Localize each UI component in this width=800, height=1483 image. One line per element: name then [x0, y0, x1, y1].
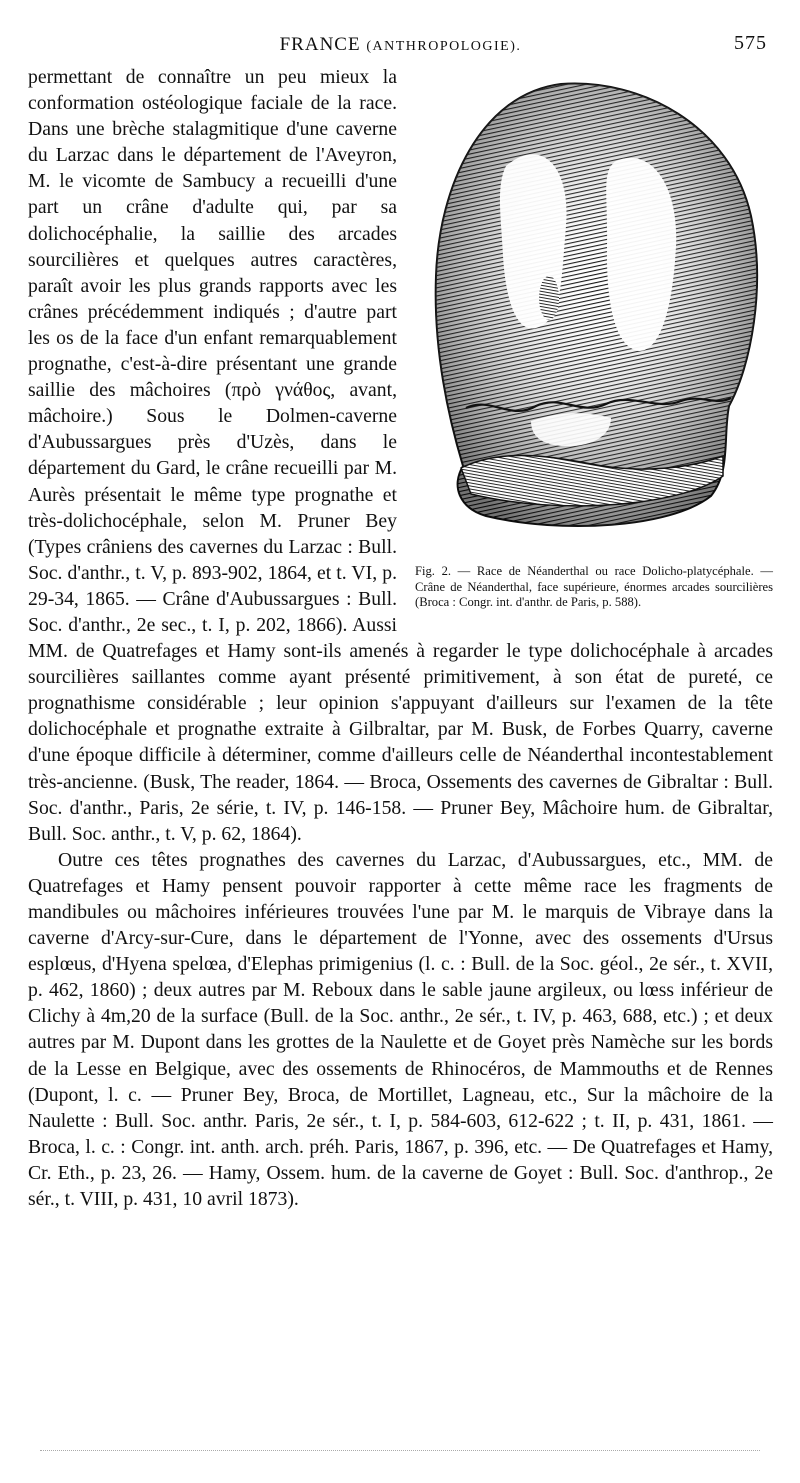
page-number: 575 — [734, 32, 767, 54]
skull-engraving — [411, 76, 773, 558]
paragraph-1: permettant de connaître un peu mieux la conformation ostéologique faciale de la race. Dans une brèche stalagmitique d'une caverne du Larzac dans le département de l'Aveyron, M. le vicomte de Sambucy a recueilli d'une part un crâne d'adulte qui, par sa dolichocéphalie, la saillie des arcades sourcilières et quelques autres caractères, paraît avoir les plus grands rapports avec les crânes précédemment indiqués ; d'autre part les os de la face d'un enfant remarquablement prognathe, c'est-à-dire présentant une grande saillie des mâchoires (πρὸ γνάθος, avant, mâchoire.) Sous le Dolmen-caverne d'Aubussargues près d'Uzès, dans le département du Gard, le crâne recueilli par M. Aurès présentait le même type prognathe et très-dolichocéphale, selon M. Pruner Bey (Types crâniens des cavernes du Larzac : Bull. Soc. d'anthr., t. V, p. 893-902, 1864, et t. VI, p. 29-34, 1865. — Crâne d'Aubussargues : Bull. Soc. d'anthr., 2e sec., t. I, p. 202, 1866). Aussi MM. de Quatrefages et Hamy sont-ils amenés à regarder le type dolichocéphale à arcades sourcilières saillantes comme ayant présenté primitivement, à son état de pureté, ce prognathisme considérable ; leur opinion s'appuyant d'ailleurs sur l'examen de la tête dolichocéphale et prognathe extraite à Gilbraltar, par M. Busk, de Forbes Quarry, caverne d'une époque difficile à déterminer, comme d'ailleurs celle de Néanderthal incontestablement très-ancienne. (Busk, The reader, 1864. — Broca, Ossements des cavernes de Gibraltar : Bull. Soc. d'anthr., Paris, 2e série, t. IV, p. 146-158. — Pruner Bey, Mâchoire hum. de Gibraltar, Bull. Soc. anthr., t. V, p. 62, 1864). — [28, 66, 773, 845]
header-country: FRANCE — [279, 34, 361, 55]
figure-caption: Fig. 2. — Race de Néanderthal ou race Dolicho-platycéphale. — Crâne de Néanderthal, face supérieure, énormes arcades sourcilières (Broca : Congr. int. d'anthr. de Paris, p. 588). — [415, 564, 773, 609]
header-subject: (ANTHROPOLOGIE). — [366, 39, 522, 54]
body-text — [28, 64, 773, 1212]
document-page — [28, 28, 773, 1212]
running-header — [28, 28, 773, 64]
bottom-rule — [40, 1450, 760, 1451]
figure-neanderthal-skull — [411, 76, 773, 611]
header-title — [28, 34, 773, 56]
paragraph-2: Outre ces têtes prognathes des cavernes du Larzac, d'Aubussargues, etc., MM. de Quatrefages et Hamy pensent pouvoir rapporter à cette même race les fragments de mandibules ou mâchoires inférieures trouvées l'une par M. le marquis de Vibraye dans la caverne d'Arcy-sur-Cure, dans le département de l'Yonne, avec des ossements d'Ursus esplœus, d'Hyena spelœa, d'Elephas primigenius (l. c. : Bull. de la Soc. géol., 2e sér., t. XVII, p. 462, 1860) ; deux autres par M. Reboux dans le sable jaune argileux, ou lœss inférieur de Clichy à 4m,20 de la surface (Bull. de la Soc. anthr., 2e sér., t. IV, p. 463, 688, etc.) ; et deux autres par M. Dupont dans les grottes de la Naulette et de Goyet près Namèche sur les bords de la Lesse en Belgique, avec des ossements de Rhinocéros, de Mammouths et de Rennes (Dupont, l. c. — Pruner Bey, Broca, de Mortillet, Lagneau, etc., Sur la mâchoire de la Naulette : Bull. Soc. anthr. Paris, 2e sér., t. I, p. 584-603, 612-622 ; t. II, p. 431, 1861. — Broca, l. c. : Congr. int. anth. arch. préh. Paris, 1867, p. 396, etc. — De Quatrefages et Hamy, Cr. Eth., p. 23, 26. — Hamy, Ossem. hum. de la caverne de Goyet : Bull. Soc. d'anthrop., 2e sér., t. VIII, p. 431, 10 avril 1873). — [28, 848, 773, 1211]
